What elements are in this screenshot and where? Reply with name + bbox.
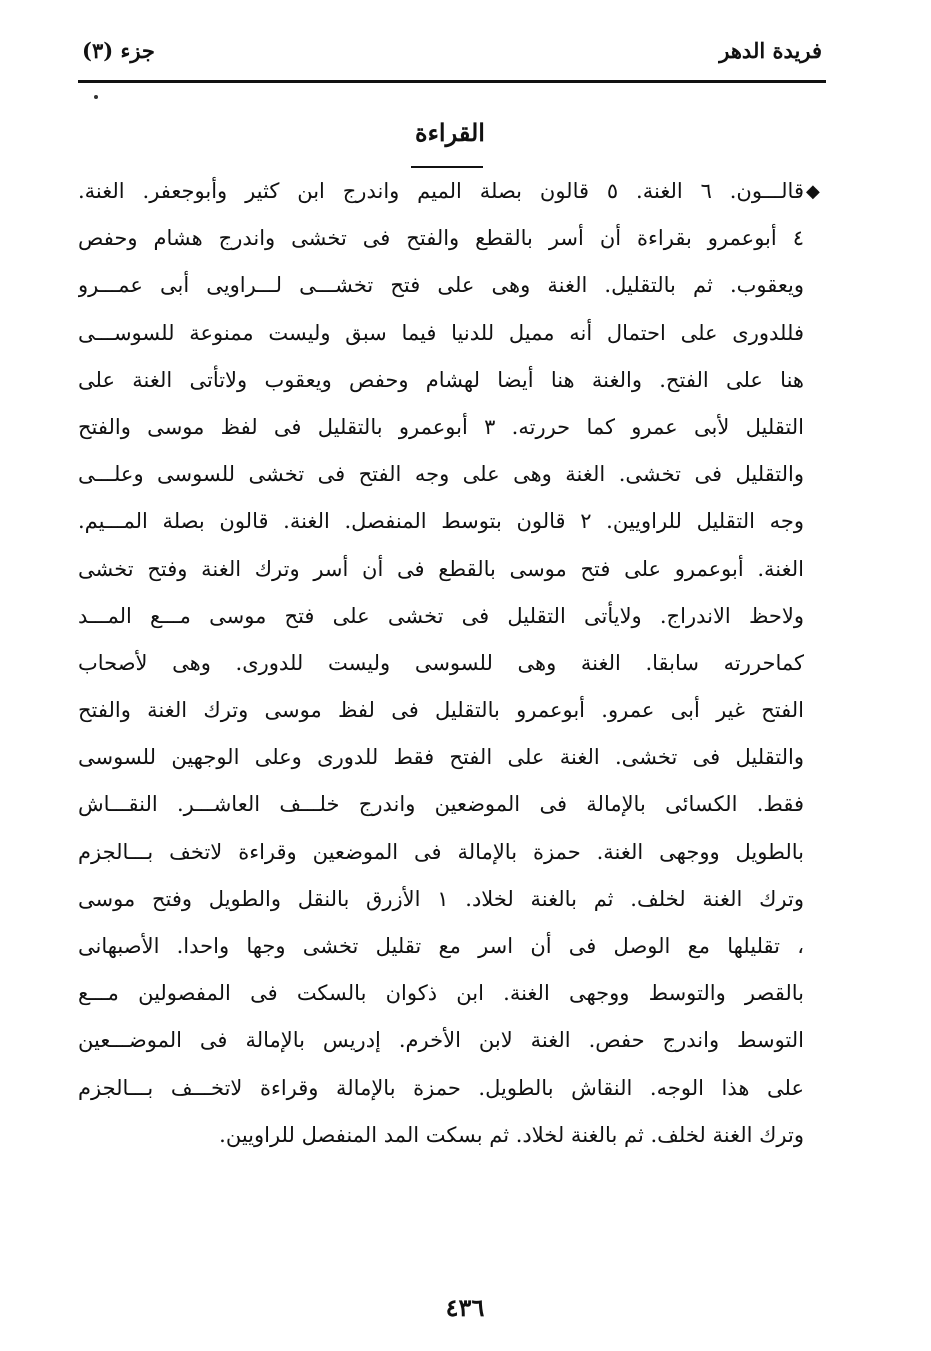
text-line: ، تقليلها مع الوصل فى أن اسر مع تقليل تخشى وجها واحدا. الأصبهانى — [78, 934, 804, 958]
text-line: الفتح غير أبى عمرو. أبوعمرو بالتقليل فى لفظ موسى وترك الغنة والفتح — [78, 698, 804, 723]
text-line: التقليل لأبى عمرو كما حررته. ٣ أبوعمرو بالتقليل فى لفظ موسى والفتح — [78, 414, 804, 439]
section-title: القراءة — [415, 118, 485, 147]
text-line: الغنة. أبوعمرو على فتح موسى بالقطع فى أن أسر وترك الغنة وفتح تخشى — [78, 556, 804, 581]
text-line: كماحررته سابقا. الغنة وهى للسوسى وليست للدورى. وهى لأصحاب — [78, 650, 804, 675]
text-line: بالقصر والتوسط ووجهى الغنة. ابن ذكوان بالسكت فى المفصولين مـــع — [78, 981, 804, 1006]
text-line: وجه التقليل للراويين. ٢ قالون بتوسط المنفصل. الغنة. قالون بصلة المـــيم. — [78, 509, 804, 534]
diamond-bullet-icon: ◆ — [806, 181, 820, 202]
page-number: ٤٣٦ — [445, 1293, 485, 1322]
text-line: ٤ أبوعمرو بقراءة أن أسر بالقطع والفتح فى تخشى واندرج هشام وحفص — [78, 226, 804, 251]
text-line: على هذا الوجه. النقاش بالطويل. حمزة بالإمالة وقراءة لاتخـــف بـــالجزم — [78, 1075, 804, 1100]
part-number: جزء (٣) — [82, 38, 155, 63]
text-line: فللدورى على احتمال أنه مميل للدنيا فيما سبق وليست ممنوعة للسوســـى — [78, 320, 804, 345]
text-line: بالطويل ووجهى الغنة. حمزة بالإمالة فى الموضعين وقراءة لاتخف بـــالجزم — [78, 839, 804, 864]
text-line: التوسط واندرج حفص. الغنة لابن الأخرم. إدريس بالإمالة فى الموضـــعين — [78, 1028, 804, 1053]
text-line: فقط. الكسائى بالإمالة فى الموضعين واندرج خلـــف العاشـــر. النقـــاش — [78, 792, 804, 817]
text-line: ولاحظ الاندراج. ولايأتى التقليل فى تخشى على فتح موسى مـــع المـــد — [78, 603, 804, 628]
text-line: ويعقوب. ثم بالتقليل. الغنة وهى على فتح تخشـــى لـــراويى أبى عمـــرو — [78, 273, 804, 298]
text-line: هنا على الفتح. والغنة هنا أيضا لهشام وحفص ويعقوب ولاتأتى الغنة على — [78, 367, 804, 392]
book-title: فريدة الدهر — [719, 38, 822, 63]
header-rule — [78, 80, 826, 83]
text-line: قالـــون. ٦ الغنة. ٥ قالون بصلة الميم واندرج ابن كثير وأبوجعفر. الغنة. — [78, 179, 804, 203]
stray-mark — [94, 95, 98, 99]
running-header — [78, 32, 826, 72]
text-line: والتقليل فى تخشى. الغنة على الفتح فقط للدورى وعلى الوجهين للسوسى — [78, 745, 804, 770]
body-text — [78, 168, 804, 1159]
text-line: والتقليل فى تخشى. الغنة وهى على وجه الفتح فى تخشى للسوسى وعلـــى — [78, 462, 804, 487]
text-line: وترك الغنة لخلف. ثم بالغنة لخلاد. ١ الأزرق بالنقل والطويل وفتح موسى — [78, 886, 804, 911]
text-line: وترك الغنة لخلف. ثم بالغنة لخلاد. ثم بسكت المد المنفصل للراويين. — [219, 1122, 804, 1147]
